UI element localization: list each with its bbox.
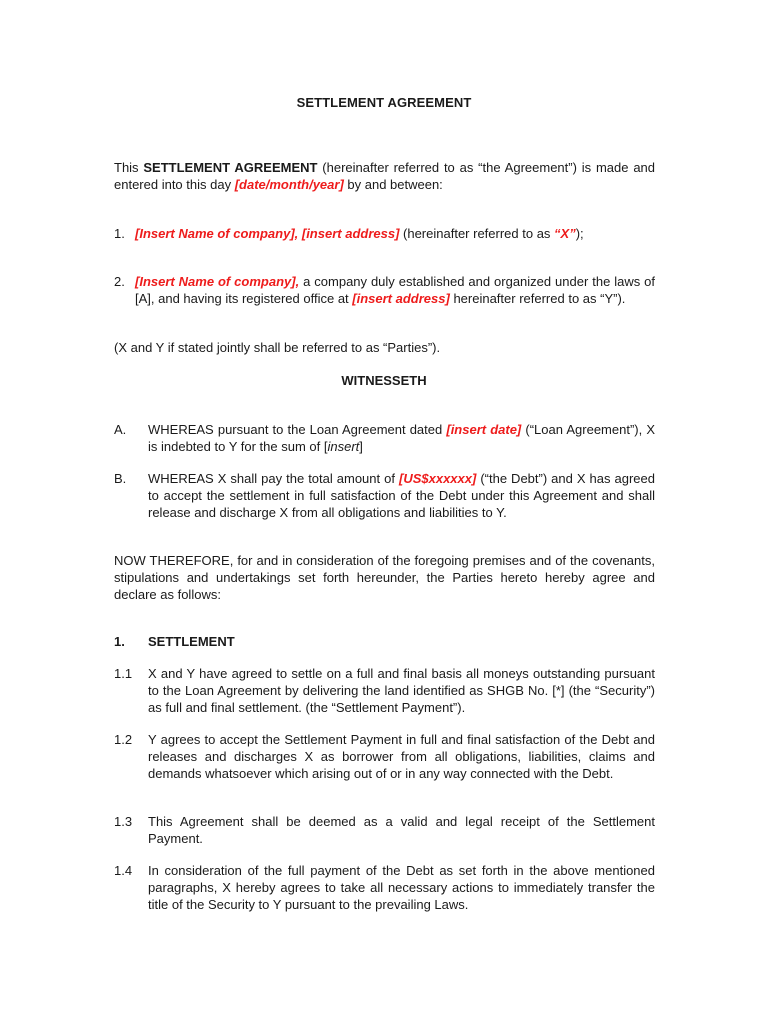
intro-this: This xyxy=(114,160,144,175)
party1-ref: “X” xyxy=(554,226,576,241)
party2-number: 2. xyxy=(114,274,125,289)
party1-name-placeholder: [Insert Name of company], [insert address] xyxy=(135,226,400,241)
recital-a-date-placeholder: [insert date] xyxy=(446,422,522,437)
recital-a-end: ] xyxy=(359,439,363,454)
clause-text: Y agrees to accept the Settlement Payment in full and final satisfaction of the Debt and releases and discharges X as borrower from all obligations, liabilities, claims and demands whatsoever which arising out of or in any way connected with the Debt. xyxy=(148,732,655,781)
jointly-paragraph: (X and Y if stated jointly shall be referred to as “Parties”). xyxy=(114,340,441,355)
recital-b-number: B. xyxy=(114,471,127,486)
party1-text xyxy=(135,225,655,242)
clause-number: 1.1 xyxy=(114,666,133,681)
intro-agreement-name: SETTLEMENT AGREEMENT xyxy=(143,160,318,175)
intro-paragraph xyxy=(114,159,655,193)
document-title: SETTLEMENT AGREEMENT xyxy=(296,95,472,110)
recital-a-text xyxy=(148,421,655,455)
party1-end: ); xyxy=(575,226,584,241)
party2-address-placeholder: [insert address] xyxy=(352,291,450,306)
date-placeholder: [date/month/year] xyxy=(234,177,344,192)
clause-text: In consideration of the full payment of the Debt as set forth in the above mentioned paragraphs, X hereby agrees to take all necessary actions to immediately transfer the title of the Security to Y pursuant to the prevailing Laws. xyxy=(148,863,655,912)
party2-text2: hereinafter referred to as “Y”). xyxy=(449,291,626,306)
recital-a-insert: insert xyxy=(327,439,360,454)
witnesseth-heading: WITNESSETH xyxy=(341,373,427,388)
party2-name-placeholder: [Insert Name of company], xyxy=(135,274,300,289)
party1-number: 1. xyxy=(114,226,125,241)
recital-b-post: (“the Debt”) and X has agreed to accept the settlement in full satisfaction of the Debt under this Agreement and shall release and discharge X from all obligations and liabilities to Y. xyxy=(148,471,655,520)
recital-b-text xyxy=(148,470,655,521)
recital-b-pre: WHEREAS X shall pay the total amount of xyxy=(148,471,399,486)
clause-number: 1.3 xyxy=(114,814,133,829)
section1-heading: SETTLEMENT xyxy=(148,634,235,649)
recital-a-pre: WHEREAS pursuant to the Loan Agreement dated xyxy=(148,422,447,437)
clause-number: 1.2 xyxy=(114,732,133,747)
recital-a-post: (“Loan Agreement”), X is indebted to Y for the sum of [ xyxy=(148,422,655,454)
recital-b-amount-placeholder: [US$xxxxxx] xyxy=(398,471,477,486)
party1-middle: (hereinafter referred to as xyxy=(399,226,555,241)
clause-text: X and Y have agreed to settle on a full and final basis all moneys outstanding pursuant to the Loan Agreement by delivering the land identified as SHGB No. [*] (the “Security”) as full and final settlement. (the “Settlement Payment”). xyxy=(148,666,655,715)
clause-text: This Agreement shall be deemed as a valid and legal receipt of the Settlement Payment. xyxy=(148,814,655,846)
recital-a-number: A. xyxy=(114,422,127,437)
intro-text: (hereinafter referred to as “the Agreement”) is made and entered into this day xyxy=(114,160,656,192)
intro-end: by and between: xyxy=(343,177,443,192)
party2-text1: a company duly established and organized under the laws of [A], and having its registered office at xyxy=(135,274,655,306)
now-therefore-paragraph: NOW THEREFORE, for and in consideration of the foregoing premises and of the covenants, stipulations and undertakings set forth hereunder, the Parties hereto hereby agree and declare as follows: xyxy=(114,553,655,602)
clause-number: 1.4 xyxy=(114,863,133,878)
party2-text xyxy=(135,273,655,307)
section1-number: 1. xyxy=(114,634,125,649)
